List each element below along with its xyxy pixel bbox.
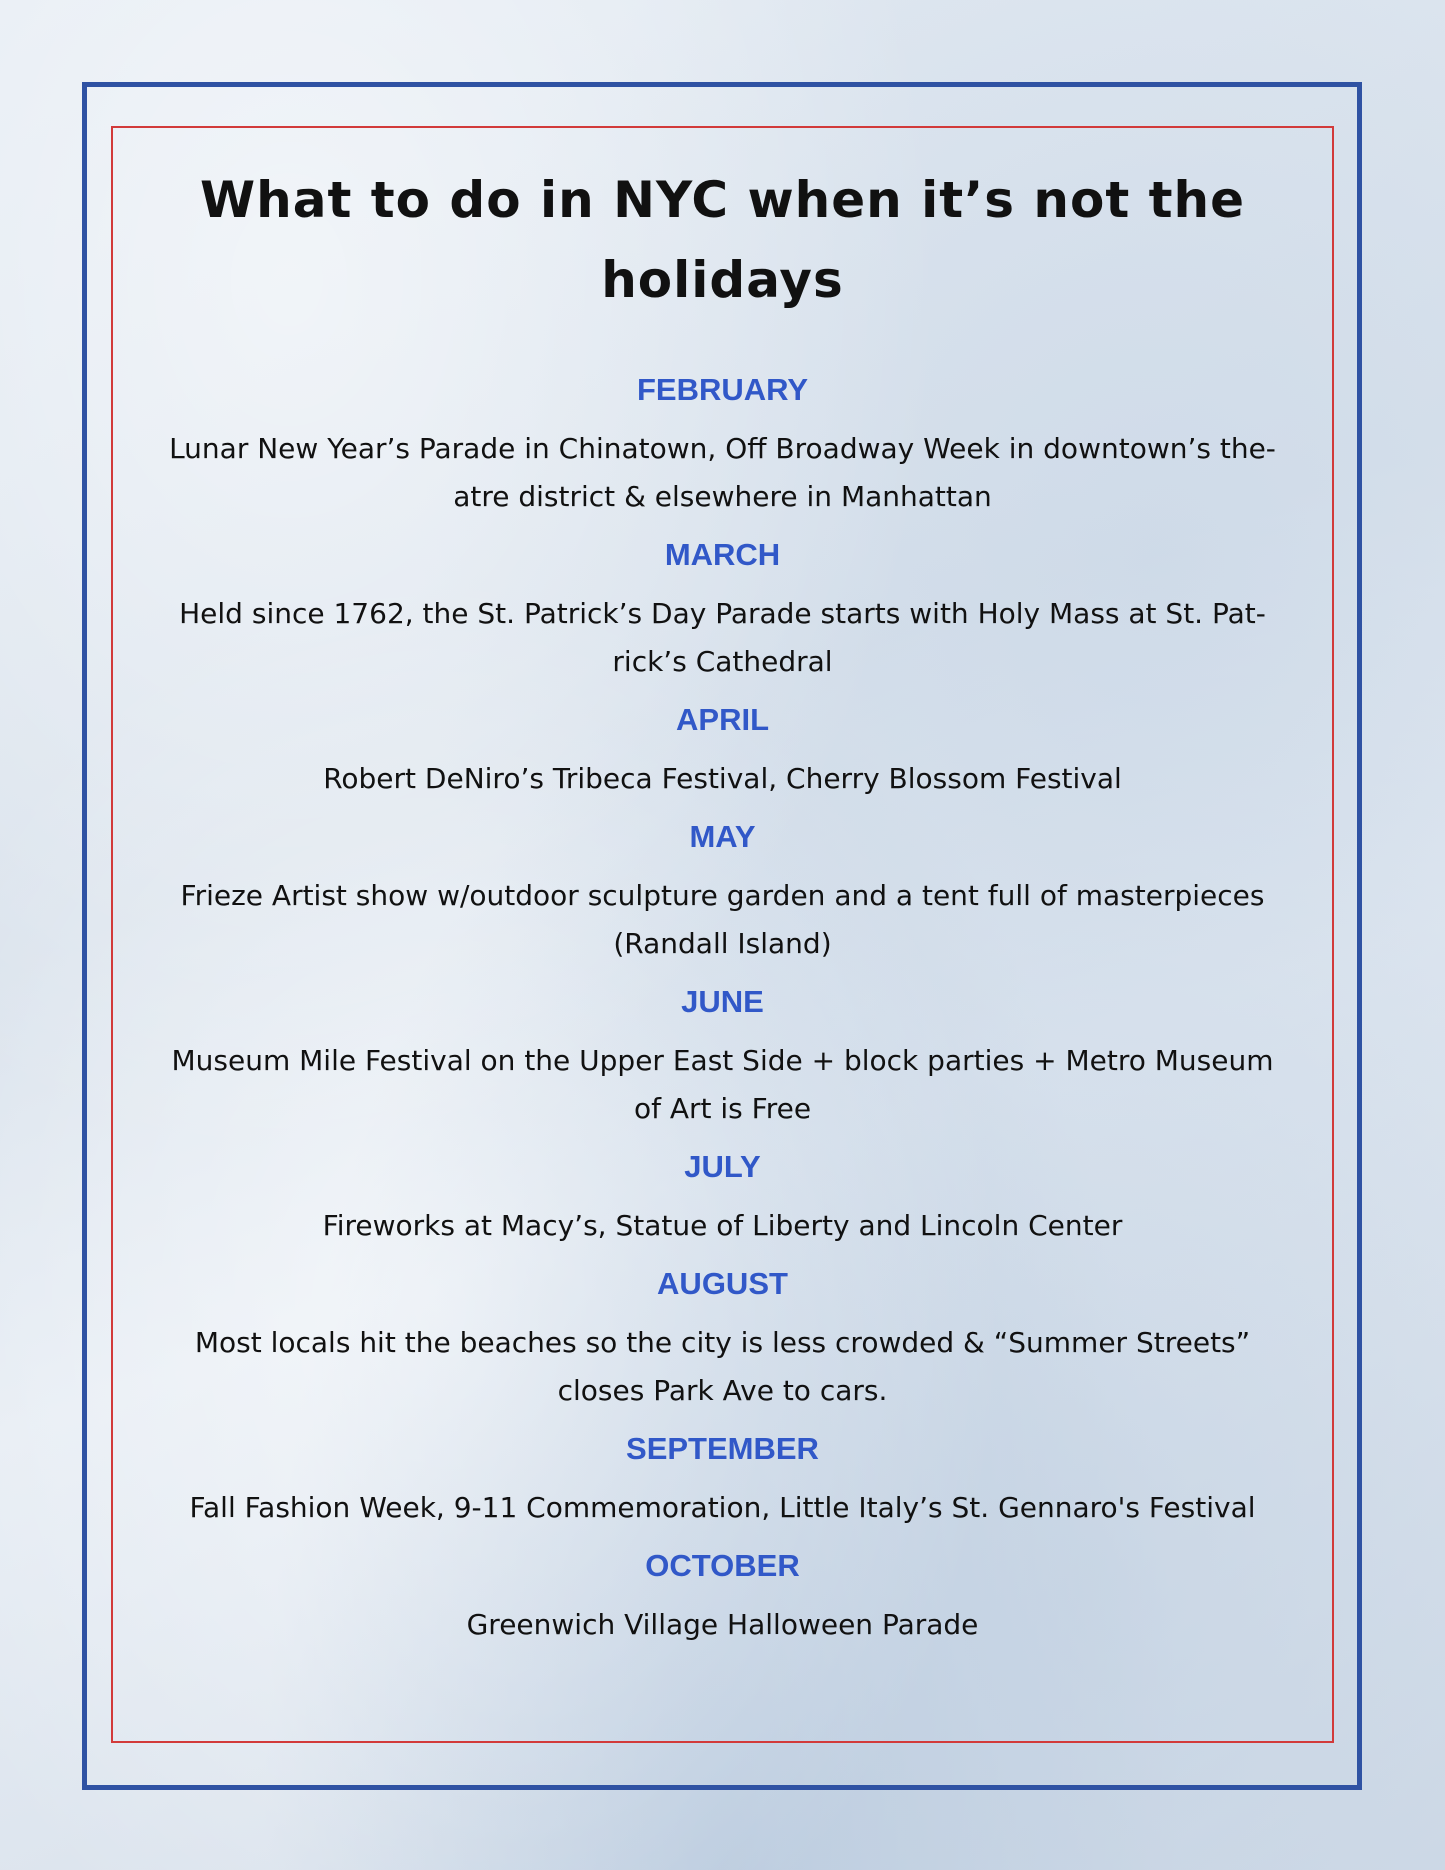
month-heading: JUNE [681,984,764,1019]
description-line: of Art is Free [633,1092,812,1125]
description-line: Lunar New Year’s Parade in Chinatown, Off Broadway Week in downtown’s the- [169,432,1276,465]
description-line: Greenwich Village Halloween Parade [466,1608,979,1641]
description-line: Museum Mile Festival on the Upper East Side + block parties + Metro Museum [171,1044,1274,1077]
month-heading: MARCH [664,537,781,572]
month-description [124,425,1321,521]
description-line: Fall Fashion Week, 9-11 Commemoration, Little Italy’s St. Gennaro's Festival [189,1491,1256,1524]
month-heading: FEBRUARY [636,372,809,407]
description-line: Fireworks at Macy’s, Statue of Liberty and Lincoln Center [322,1209,1123,1242]
month-heading: JULY [684,1149,761,1184]
month-heading: AUGUST [657,1266,788,1301]
month-description [124,590,1321,686]
description-line: (Randall Island) [613,927,832,960]
description-line: atre district & elsewhere in Manhattan [453,480,992,513]
month-description [124,755,1321,803]
page-title: What to do in NYC when it’s not the holidays [199,171,1246,309]
month-heading: OCTOBER [645,1548,800,1583]
month-july [124,1147,1321,1250]
description-line: Most locals hit the beaches so the city is less crowded & “Summer Streets” [194,1326,1251,1359]
description-line: closes Park Ave to cars. [557,1374,888,1407]
month-description [124,1202,1321,1250]
month-october [124,1546,1321,1649]
description-line: Frieze Artist show w/outdoor sculpture garden and a tent full of masterpieces [180,879,1265,912]
month-april [124,700,1321,803]
description-line: rick’s Cathedral [612,645,833,678]
description-line: Robert DeNiro’s Tribeca Festival, Cherry Blossom Festival [323,762,1122,795]
month-august [124,1264,1321,1415]
month-heading: MAY [689,819,756,854]
month-description [124,1601,1321,1649]
month-heading: APRIL [676,702,769,737]
month-june [124,982,1321,1133]
month-description [124,1484,1321,1532]
description-line: Held since 1762, the St. Patrick’s Day Parade starts with Holy Mass at St. Pat- [179,597,1266,630]
month-description [124,1319,1321,1415]
month-description [124,1037,1321,1133]
document-content [124,160,1321,1663]
month-list [124,370,1321,1649]
month-march [124,535,1321,686]
month-february [124,370,1321,521]
month-may [124,817,1321,968]
month-description [124,872,1321,968]
month-heading: SEPTEMBER [626,1431,819,1466]
month-september [124,1429,1321,1532]
